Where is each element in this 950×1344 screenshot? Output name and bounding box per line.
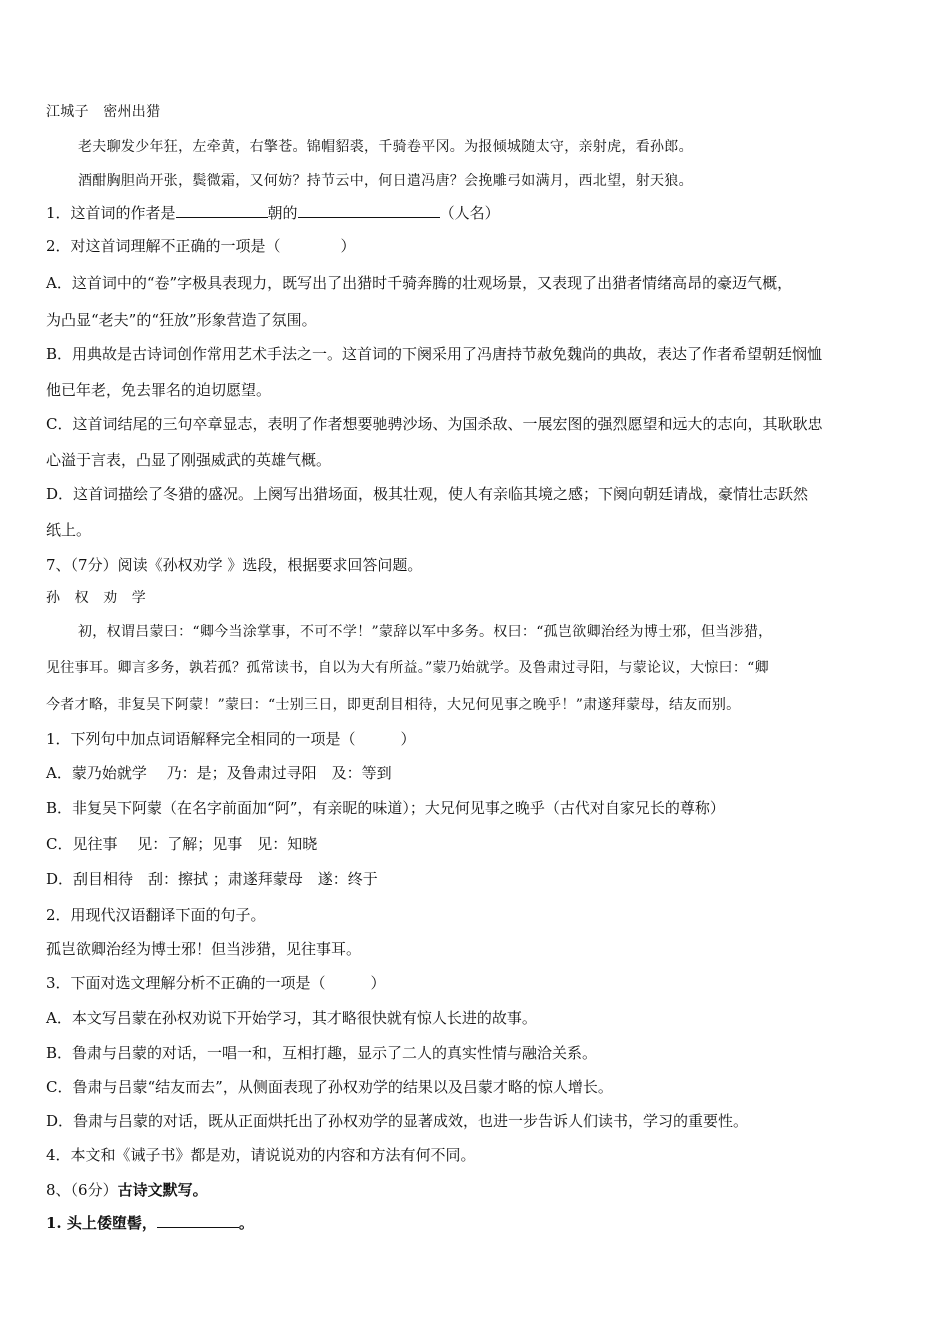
question-item: 1．下列句中加点词语解释完全相同的一项是（ ）: [46, 730, 416, 748]
passage-line: 见往事耳。卿言多务，孰若孤？孤常读书，自以为大有所益。”蒙乃始就学。及鲁肃过寻阳，与蒙论议，大惊曰：“卿: [46, 660, 769, 676]
option-d: D．鲁肃与吕蒙的对话，既从正面烘托出了孙权劝学的显著成效，也进一步告诉人们读书，学习的重要性。: [46, 1112, 749, 1130]
question-item: [46, 1213, 910, 1233]
option-c-cont: 心溢于言表，凸显了刚强威武的英雄气概。: [46, 451, 332, 469]
option-d: D．这首词描绘了冬猎的盛况。上阕写出猎场面，极其壮观，使人有亲临其境之感；下阕向朝廷请战，豪情壮志跃然: [46, 485, 809, 503]
option-c: C．这首词结尾的三句卒章显志，表明了作者想要驰骋沙场、为国杀敌、一展宏图的强烈愿望和远大的志向，其耿耿忠: [46, 415, 823, 433]
translate-sentence: 孤岂欲卿治经为博士邪！但当涉猎，见往事耳。: [46, 940, 362, 958]
option-a-cont: 为凸显“老夫”的“狂放”形象营造了氛围。: [46, 311, 317, 329]
passage-line: 初，权谓吕蒙曰：“卿今当涂掌事，不可不学！”蒙辞以军中多务。权曰：“孤岂欲卿治经为博士邪，但当涉猎，: [78, 624, 773, 640]
question-item: 2．用现代汉语翻译下面的句子。: [46, 906, 266, 924]
question-text: 1．这首词的作者是: [46, 204, 176, 222]
question-item: 4．本文和《诫子书》都是劝，请说说劝的内容和方法有何不同。: [46, 1146, 476, 1164]
option-b-cont: 他已年老，免去罪名的迫切愿望。: [46, 381, 272, 399]
question-item: [46, 203, 910, 223]
question-text: 1. 头上倭堕髻，: [46, 1214, 157, 1232]
question-title: 古诗文默写。: [117, 1181, 208, 1199]
passage-line: 今者才略，非复吴下阿蒙！”蒙曰：“士别三日，即更刮目相待，大兄何见事之晚乎！”肃遂拜蒙母，结友而别。: [46, 697, 741, 713]
question-header: [46, 1180, 910, 1200]
answer-blank[interactable]: [298, 203, 440, 218]
question-text: 朝的: [267, 204, 298, 222]
answer-blank[interactable]: [157, 1213, 239, 1228]
question-item: 3．下面对选文理解分析不正确的一项是（ ）: [46, 974, 386, 992]
poem-line: 酒酣胸胆尚开张，鬓微霜，又何妨？持节云中，何日遣冯唐？会挽雕弓如满月，西北望，射天狼。: [78, 173, 693, 189]
option-c: C．见往事 见：了解；见事 见：知晓: [46, 835, 318, 853]
poem-title: 江城子 密州出猎: [46, 104, 161, 120]
passage-title: 孙 权 劝 学: [46, 590, 147, 606]
option-a: A．蒙乃始就学 乃：是；及鲁肃过寻阳 及：等到: [46, 764, 392, 782]
option-b: B．鲁肃与吕蒙的对话，一唱一和，互相打趣，显示了二人的真实性情与融洽关系。: [46, 1044, 598, 1062]
option-b: B．非复吴下阿蒙（在名字前面加“阿”，有亲昵的味道）；大兄何见事之晚乎（古代对自家兄长的尊称）: [46, 799, 725, 817]
question-text: 。: [238, 1214, 254, 1232]
answer-blank[interactable]: [176, 203, 268, 218]
option-a: A．本文写吕蒙在孙权劝说下开始学习，其才略很快就有惊人长进的故事。: [46, 1009, 537, 1027]
question-number: 8、（6分）: [46, 1181, 118, 1199]
poem-line: 老夫聊发少年狂，左牵黄，右擎苍。锦帽貂裘，千骑卷平冈。为报倾城随太守，亲射虎，看孙郎。: [78, 139, 693, 155]
question-item: 2．对这首词理解不正确的一项是（ ）: [46, 237, 356, 255]
question-header: 7、（7分）阅读《孙权劝学 》选段，根据要求回答问题。: [46, 556, 423, 574]
option-d: D．刮目相待 刮：擦拭 ；肃遂拜蒙母 遂：终于: [46, 870, 378, 888]
option-b: B．用典故是古诗词创作常用艺术手法之一。这首词的下阕采用了冯唐持节赦免魏尚的典故，表达了作者希望朝廷悯恤: [46, 345, 823, 363]
option-a: A．这首词中的“卷”字极具表现力，既写出了出猎时千骑奔腾的壮观场景，又表现了出猎者情绪高昂的豪迈气概，: [46, 274, 793, 292]
option-c: C．鲁肃与吕蒙“结友而去”，从侧面表现了孙权劝学的结果以及吕蒙才略的惊人增长。: [46, 1078, 613, 1096]
option-d-cont: 纸上。: [46, 521, 92, 539]
question-text: （人名）: [439, 204, 500, 222]
